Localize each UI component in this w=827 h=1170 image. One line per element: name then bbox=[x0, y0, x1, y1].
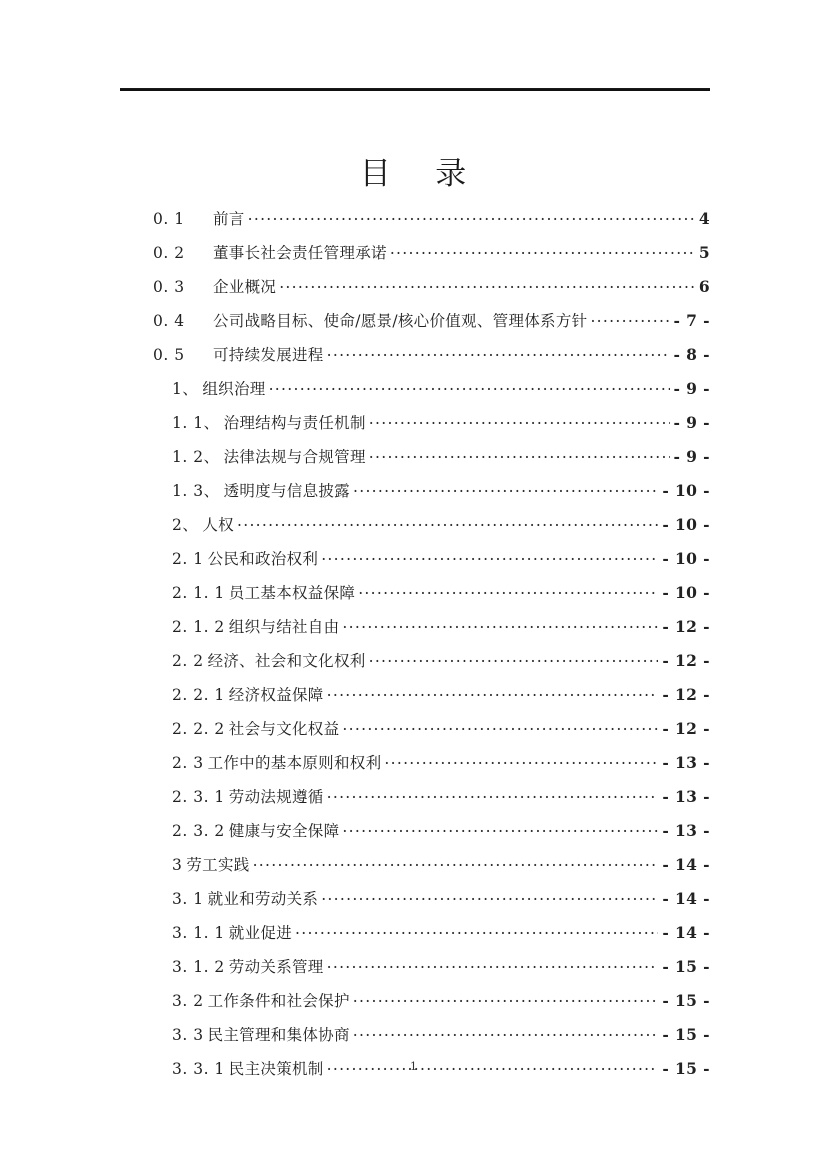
toc-entry-label: 经济权益保障 bbox=[228, 686, 324, 704]
toc-entry[interactable] bbox=[120, 343, 710, 377]
toc-entry-label: 法律法规与合规管理 bbox=[223, 448, 366, 466]
toc-entry[interactable] bbox=[120, 649, 710, 683]
toc-entry-number: 1、 bbox=[172, 380, 199, 398]
toc-dot-leader bbox=[384, 753, 658, 769]
toc-entry[interactable] bbox=[120, 309, 710, 343]
toc-dot-leader bbox=[342, 617, 658, 633]
toc-dot-leader bbox=[327, 957, 659, 973]
toc-dot-leader bbox=[237, 515, 658, 531]
toc-dot-leader bbox=[358, 583, 658, 599]
toc-entry-page-number: - 15 - bbox=[662, 991, 710, 1010]
toc-entry-page-number: - 9 - bbox=[673, 447, 710, 466]
toc-entry-page-number: - 7 - bbox=[673, 311, 710, 330]
toc-entry[interactable] bbox=[120, 581, 710, 615]
toc-dot-leader bbox=[295, 923, 658, 939]
toc-entry-label: 透明度与信息披露 bbox=[223, 482, 350, 500]
toc-entry-label: 民主管理和集体协商 bbox=[207, 1026, 350, 1044]
toc-entry-label: 劳动关系管理 bbox=[228, 958, 324, 976]
toc-entry-page-number: - 12 - bbox=[662, 719, 710, 738]
toc-entry[interactable] bbox=[120, 887, 710, 921]
toc-entry-label: 前言 bbox=[213, 210, 245, 228]
toc-entry[interactable] bbox=[120, 955, 710, 989]
toc-entry-page-number: - 13 - bbox=[662, 753, 710, 772]
page-title: 目 录 bbox=[359, 156, 468, 192]
toc-entry[interactable] bbox=[120, 207, 710, 241]
toc-dot-leader bbox=[342, 719, 658, 735]
toc-dot-leader bbox=[248, 209, 695, 225]
toc-dot-leader bbox=[327, 685, 659, 701]
toc-entry-label: 员工基本权益保障 bbox=[228, 584, 356, 602]
toc-entry-number: 2. 1. 2 bbox=[172, 618, 225, 636]
toc-entry-page-number: - 14 - bbox=[662, 923, 710, 942]
toc-entry-label: 劳动法规遵循 bbox=[228, 788, 324, 806]
toc-entry-label: 工作中的基本原则和权利 bbox=[207, 754, 382, 772]
toc-entry-page-number: - 10 - bbox=[662, 481, 710, 500]
toc-entry-number: 0. 5 bbox=[153, 346, 185, 364]
toc-entry-page-number: - 12 - bbox=[662, 651, 710, 670]
toc-entry-number: 3. 3. 1 bbox=[172, 1060, 225, 1078]
toc-entry-page-number: - 9 - bbox=[673, 413, 710, 432]
toc-entry-number: 3. 1. 1 bbox=[172, 924, 225, 942]
toc-entry[interactable] bbox=[120, 513, 710, 547]
toc-entry-number: 2. 1. 1 bbox=[172, 584, 225, 602]
toc-entry[interactable] bbox=[120, 479, 710, 513]
toc-entry-label: 就业和劳动关系 bbox=[207, 890, 319, 908]
toc-entry-label: 经济、社会和文化权利 bbox=[207, 652, 366, 670]
toc-dot-leader bbox=[353, 1025, 659, 1041]
toc-entry[interactable] bbox=[120, 785, 710, 819]
toc-entry[interactable] bbox=[120, 853, 710, 887]
toc-dot-leader bbox=[279, 277, 695, 293]
toc-entry-page-number: - 9 - bbox=[673, 379, 710, 398]
toc-entry-label: 企业概况 bbox=[213, 278, 277, 296]
header-rule bbox=[120, 88, 710, 91]
toc-entry-number: 0. 3 bbox=[153, 278, 185, 296]
toc-entry-number: 2. 2. 1 bbox=[172, 686, 225, 704]
toc-entry-number: 0. 1 bbox=[153, 210, 185, 228]
toc-entry-page-number: - 14 - bbox=[662, 855, 710, 874]
toc-entry-label: 健康与安全保障 bbox=[228, 822, 340, 840]
toc-entry-page-number: - 13 - bbox=[662, 787, 710, 806]
toc-entry[interactable] bbox=[120, 377, 710, 411]
toc-entry-label: 治理结构与责任机制 bbox=[223, 414, 366, 432]
toc-entry[interactable] bbox=[120, 411, 710, 445]
toc-entry-label: 公司战略目标、使命/愿景/核心价值观、管理体系方针 bbox=[213, 312, 588, 330]
toc-entry-number: 2. 3. 2 bbox=[172, 822, 225, 840]
toc-dot-leader bbox=[321, 549, 658, 565]
toc-entry-page-number: - 8 - bbox=[673, 345, 710, 364]
toc-entry-number: 3. 3 bbox=[172, 1026, 204, 1044]
toc-entry[interactable] bbox=[120, 275, 710, 309]
toc-entry-number: 2. 2 bbox=[172, 652, 204, 670]
toc-entry-page-number: - 10 - bbox=[662, 549, 710, 568]
toc-entry-number: 1. 3、 bbox=[172, 482, 220, 500]
toc-dot-leader bbox=[327, 787, 659, 803]
toc-entry-number: 3 bbox=[172, 856, 183, 874]
toc-entry-label: 董事长社会责任管理承诺 bbox=[213, 244, 387, 262]
toc-entry-label: 民主决策机制 bbox=[228, 1060, 324, 1078]
toc-entry-number: 3. 2 bbox=[172, 992, 204, 1010]
toc-dot-leader bbox=[342, 821, 658, 837]
toc-dot-leader bbox=[369, 651, 659, 667]
toc-entry[interactable] bbox=[120, 615, 710, 649]
toc-dot-leader bbox=[390, 243, 695, 259]
toc-entry[interactable] bbox=[120, 819, 710, 853]
toc-entry-label: 就业促进 bbox=[228, 924, 292, 942]
toc-entry[interactable] bbox=[120, 921, 710, 955]
toc-entry[interactable] bbox=[120, 547, 710, 581]
toc-entry-label: 社会与文化权益 bbox=[228, 720, 340, 738]
toc-entry-label: 组织治理 bbox=[202, 380, 266, 398]
toc-entry-page-number: - 15 - bbox=[662, 957, 710, 976]
toc-entry[interactable] bbox=[120, 445, 710, 479]
toc-entry-page-number: 6 bbox=[698, 277, 710, 296]
toc-entry-label: 劳工实践 bbox=[186, 856, 250, 874]
toc-dot-leader bbox=[369, 447, 670, 463]
toc-entry-number: 1. 2、 bbox=[172, 448, 220, 466]
toc-entry-page-number: - 12 - bbox=[662, 617, 710, 636]
toc-entry-label: 可持续发展进程 bbox=[213, 346, 324, 364]
toc-entry-label: 工作条件和社会保护 bbox=[207, 992, 350, 1010]
toc-dot-leader bbox=[353, 481, 658, 497]
toc-dot-leader bbox=[327, 345, 670, 361]
footer-page-number: 1 bbox=[410, 1060, 417, 1073]
toc-entry-number: 3. 1 bbox=[172, 890, 204, 908]
toc-dot-leader bbox=[253, 855, 659, 871]
toc-entry-number: 2. 2. 2 bbox=[172, 720, 225, 738]
toc-entry-number: 2、 bbox=[172, 516, 199, 534]
toc-entry[interactable] bbox=[120, 717, 710, 751]
toc-entry-label: 公民和政治权利 bbox=[207, 550, 319, 568]
toc-entry[interactable] bbox=[120, 989, 710, 1023]
toc-dot-leader bbox=[269, 379, 670, 395]
toc-entry-number: 0. 2 bbox=[153, 244, 185, 262]
toc-entry-page-number: - 12 - bbox=[662, 685, 710, 704]
toc-entry-page-number: - 14 - bbox=[662, 889, 710, 908]
toc-entry-page-number: - 13 - bbox=[662, 821, 710, 840]
toc-entry-number: 2. 3 bbox=[172, 754, 204, 772]
toc-entry-page-number: - 10 - bbox=[662, 583, 710, 602]
toc-entry-page-number: - 15 - bbox=[662, 1059, 710, 1078]
toc-entry-label: 组织与结社自由 bbox=[228, 618, 340, 636]
toc-entry-number: 2. 3. 1 bbox=[172, 788, 225, 806]
table-of-contents bbox=[120, 207, 710, 1091]
toc-entry[interactable] bbox=[120, 683, 710, 717]
toc-entry[interactable] bbox=[120, 241, 710, 275]
toc-entry-label: 人权 bbox=[202, 516, 234, 534]
toc-entry-page-number: - 15 - bbox=[662, 1025, 710, 1044]
toc-dot-leader bbox=[321, 889, 658, 905]
toc-dot-leader bbox=[590, 311, 669, 327]
toc-entry-page-number: 5 bbox=[698, 243, 710, 262]
toc-entry-number: 2. 1 bbox=[172, 550, 204, 568]
toc-entry-number: 3. 1. 2 bbox=[172, 958, 225, 976]
toc-entry-page-number: 4 bbox=[698, 209, 710, 228]
toc-dot-leader bbox=[353, 991, 659, 1007]
toc-dot-leader bbox=[369, 413, 670, 429]
toc-entry-number: 0. 4 bbox=[153, 312, 185, 330]
toc-entry-number: 1. 1、 bbox=[172, 414, 220, 432]
toc-entry[interactable] bbox=[120, 1023, 710, 1057]
toc-entry-page-number: - 10 - bbox=[662, 515, 710, 534]
toc-entry[interactable] bbox=[120, 751, 710, 785]
